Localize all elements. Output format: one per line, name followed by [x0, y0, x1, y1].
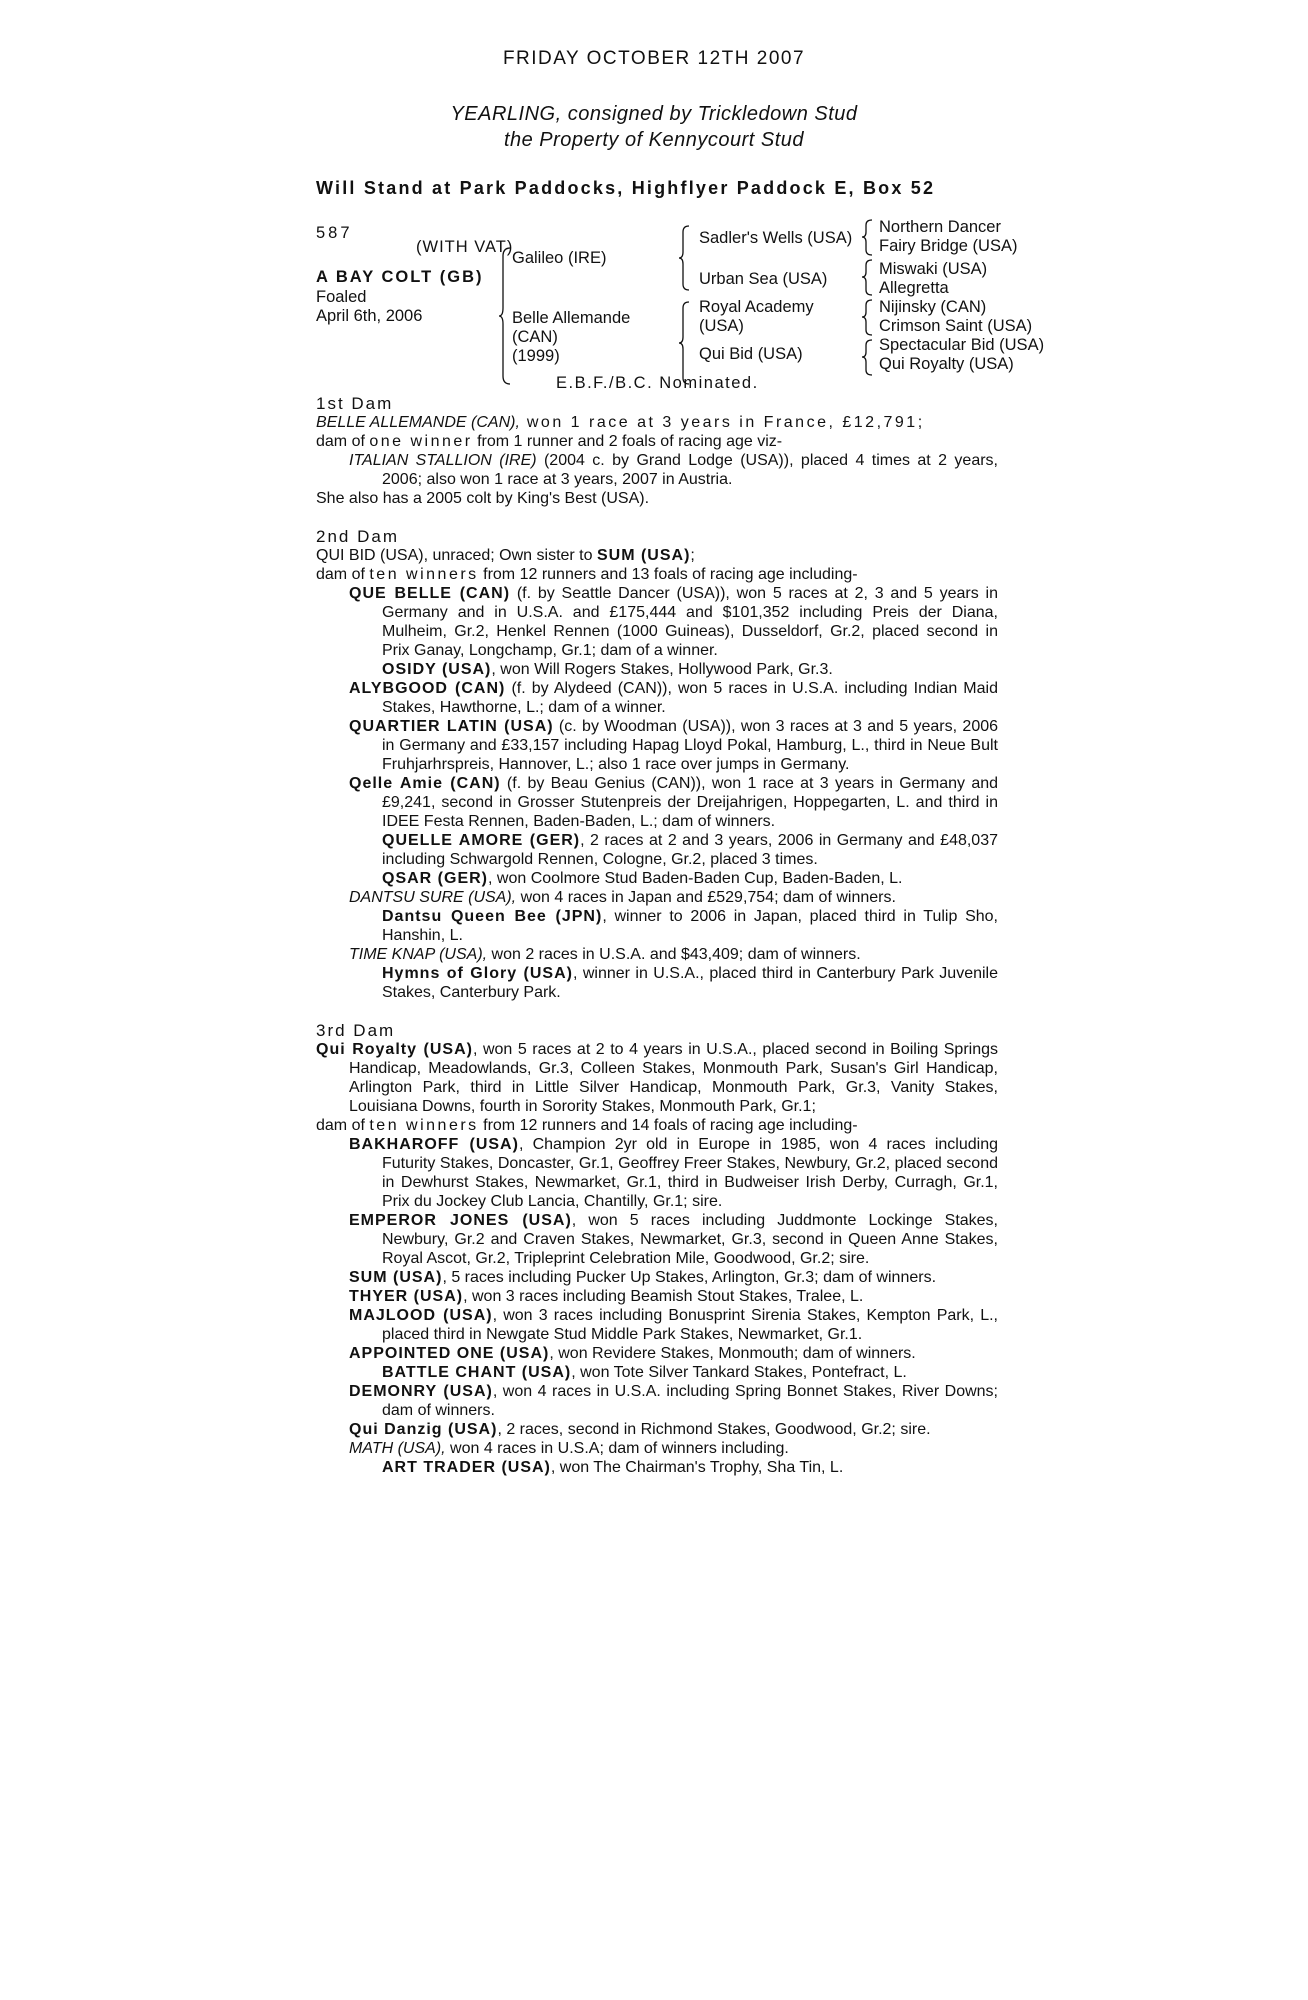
dam-sire-line-1: Royal Academy [699, 298, 814, 316]
gp-fairy-bridge: Fairy Bridge (USA) [879, 237, 1018, 255]
produce-entry: DEMONRY (USA), won 4 races in U.S.A. including Spring Bonnet Stakes, River Downs; dam of winners. [349, 1383, 999, 1419]
produce-sub-entry: BATTLE CHANT (USA), won Tote Silver Tankard Stakes, Pontefract, L. [382, 1364, 907, 1381]
consignor-line: YEARLING, consigned by Trickledown Stud [450, 103, 858, 125]
lot-description: A BAY COLT (GB) [316, 268, 484, 286]
first-dam-note: She also has a 2005 colt by King's Best (USA). [316, 490, 650, 507]
foaled-label: Foaled [316, 288, 367, 306]
foaled-date: April 6th, 2006 [316, 307, 423, 325]
produce-entry: MATH (USA), won 4 races in U.S.A; dam of winners including. [349, 1440, 789, 1457]
second-dam-heading: 2nd Dam [316, 527, 399, 546]
first-dam-produce-summary: dam of one winner from 1 runner and 2 foals of racing age viz- [316, 433, 783, 450]
first-dam-offspring: ITALIAN STALLION (IRE) (2004 c. by Grand Lodge (USA)), placed 4 times at 2 years, 2006; also won 1 race at 3 years, 2007 in Austria. [349, 452, 998, 488]
produce-sub-entry: ART TRADER (USA), won The Chairman's Trophy, Sha Tin, L. [382, 1459, 844, 1476]
produce-entry: Qui Danzig (USA), 2 races, second in Richmond Stakes, Goodwood, Gr.2; sire. [349, 1421, 931, 1438]
third-dam-produce-summary: dam of ten winners from 12 runners and 14 foals of racing age including- [316, 1117, 858, 1134]
gp-qui-royalty: Qui Royalty (USA) [879, 355, 1014, 373]
stand-location: Will Stand at Park Paddocks, Highflyer Paddock E, Box 52 [316, 178, 936, 198]
produce-sub-entry: Dantsu Queen Bee (JPN), winner to 2006 in Japan, placed third in Tulip Sho, Hanshin, L. [382, 908, 999, 944]
pedigree-table [316, 218, 1056, 398]
produce-entry: ALYBGOOD (CAN) (f. by Alydeed (CAN)), won 5 races in U.S.A. including Indian Maid Stakes, Hawthorne, L.; dam of a winner. [349, 680, 998, 716]
first-dam-line: BELLE ALLEMANDE (CAN), won 1 race at 3 years in France, £12,791; [316, 414, 925, 431]
sire: Galileo (IRE) [512, 249, 607, 267]
brace-sire-parents [678, 224, 694, 292]
dam-line-2: (CAN) [512, 328, 558, 346]
gp-nijinsky: Nijinsky (CAN) [879, 298, 987, 316]
produce-entry: SUM (USA), 5 races including Pucker Up Stakes, Arlington, Gr.3; dam of winners. [349, 1269, 937, 1286]
brace-gp-2 [861, 258, 877, 298]
produce-entry: Qelle Amie (CAN) (f. by Beau Genius (CAN)), won 1 race at 3 years in Germany and £9,241, second in Grosser Stutenpreis der Dreijahrigen, Hoppegarten, L. and third in IDEE Festa Rennen, Baden-Baden, L.; dam of winners. [349, 775, 999, 830]
produce-entry: MAJLOOD (USA), won 3 races including Bonusprint Sirenia Stakes, Kempton Park, L., placed third in Newgate Stud Middle Park Stakes, Newmarket, Gr.1. [349, 1307, 998, 1343]
nomination-note: E.B.F./B.C. Nominated. [556, 374, 759, 392]
produce-entry: DANTSU SURE (USA), won 4 races in Japan and £529,754; dam of winners. [349, 889, 896, 906]
first-dam-heading: 1st Dam [316, 394, 394, 413]
produce-sub-entry: QSAR (GER), won Coolmore Stud Baden-Baden Cup, Baden-Baden, L. [382, 870, 903, 887]
second-dam-line: QUI BID (USA), unraced; Own sister to SUM (USA); [316, 547, 695, 564]
produce-entry: APPOINTED ONE (USA), won Revidere Stakes, Monmouth; dam of winners. [349, 1345, 916, 1362]
second-dam-produce-summary: dam of ten winners from 12 runners and 13 foals of racing age including- [316, 566, 858, 583]
produce-entry: QUARTIER LATIN (USA) (c. by Woodman (USA)), won 3 races at 3 and 5 years, 2006 in Germany and £33,157 including Hapag Lloyd Pokal, Hamburg, L., third in Neue Bult Fruhjarhrspreis, Hannover, L.; also 1 race over jumps in Germany. [349, 718, 999, 773]
produce-entry: EMPEROR JONES (USA), won 5 races including Juddmonte Lockinge Stakes, Newbury, Gr.2 and Craven Stakes, Newmarket, Gr.3, second in Queen Anne Stakes, Royal Ascot, Gr.2, Tripleprint Celebration Mile, Goodwood, Gr.2; sire. [349, 1212, 999, 1267]
brace-gp-3 [861, 298, 877, 338]
produce-sub-entry: Hymns of Glory (USA), winner in U.S.A., placed third in Canterbury Park Juvenile Stakes, Canterbury Park. [382, 965, 998, 1001]
sale-date: FRIDAY OCTOBER 12TH 2007 [502, 48, 806, 69]
dam-line-1: Belle Allemande [512, 309, 631, 327]
property-line: the Property of Kennycourt Stud [503, 129, 805, 151]
gp-allegretta: Allegretta [879, 279, 949, 297]
gp-crimson-saint: Crimson Saint (USA) [879, 317, 1033, 335]
brace-gp-1 [861, 218, 877, 258]
produce-entry: QUE BELLE (CAN) (f. by Seattle Dancer (USA)), won 5 races at 2, 3 and 5 years in Germany and in U.S.A. and £175,444 and $101,352 including Preis der Diana, Mulheim, Gr.2, Henkel Rennen (1000 Guineas), Dusseldorf, Gr.2, placed second in Prix Ganay, Longchamp, Gr.1; dam of a winner. [349, 585, 999, 659]
produce-sub-entry: OSIDY (USA), won Will Rogers Stakes, Hollywood Park, Gr.3. [382, 661, 833, 678]
produce-entry: THYER (USA), won 3 races including Beamish Stout Stakes, Tralee, L. [349, 1288, 864, 1305]
produce-entry: TIME KNAP (USA), won 2 races in U.S.A. and $43,409; dam of winners. [349, 946, 861, 963]
dam-sire-line-2: (USA) [699, 317, 744, 335]
sire-dam: Urban Sea (USA) [699, 270, 828, 288]
dam-line-3: (1999) [512, 347, 560, 365]
sire-sire: Sadler's Wells (USA) [699, 229, 853, 247]
lot-number: 587 [316, 224, 353, 242]
produce-entry: BAKHAROFF (USA), Champion 2yr old in Europe in 1985, won 4 races including Futurity Stakes, Doncaster, Gr.1, Geoffrey Freer Stakes, Newbury, Gr.2, placed second in Dewhurst Stakes, Newmarket, Gr.1, third in Budweiser Irish Derby, Curragh, Gr.1, Prix du Jockey Club Lancia, Chantilly, Gr.1; sire. [349, 1136, 999, 1210]
vat-note: (WITH VAT) [416, 238, 514, 256]
brace-gp-4 [861, 338, 877, 378]
family-notes [316, 394, 998, 1477]
dam-dam: Qui Bid (USA) [699, 345, 803, 363]
gp-spectacular-bid: Spectacular Bid (USA) [879, 336, 1045, 354]
gp-northern-dancer: Northern Dancer [879, 218, 1001, 236]
third-dam-heading: 3rd Dam [316, 1021, 396, 1040]
third-dam-line: Qui Royalty (USA), won 5 races at 2 to 4 years in U.S.A., placed second in Boiling Springs Handicap, Meadowlands, Gr.3, Colleen Stakes, Monmouth Park, Susan's Girl Handicap, Arlington Park, third in Little Silver Handicap, Monmouth Park, Gr.3, Vanity Stakes, Louisiana Downs, fourth in Sorority Stakes, Monmouth Park, Gr.1; [316, 1041, 998, 1115]
gp-miswaki: Miswaki (USA) [879, 260, 988, 278]
produce-sub-entry: QUELLE AMORE (GER), 2 races at 2 and 3 years, 2006 in Germany and £48,037 including Schwargold Rennen, Cologne, Gr.2, placed 3 times. [382, 832, 998, 868]
